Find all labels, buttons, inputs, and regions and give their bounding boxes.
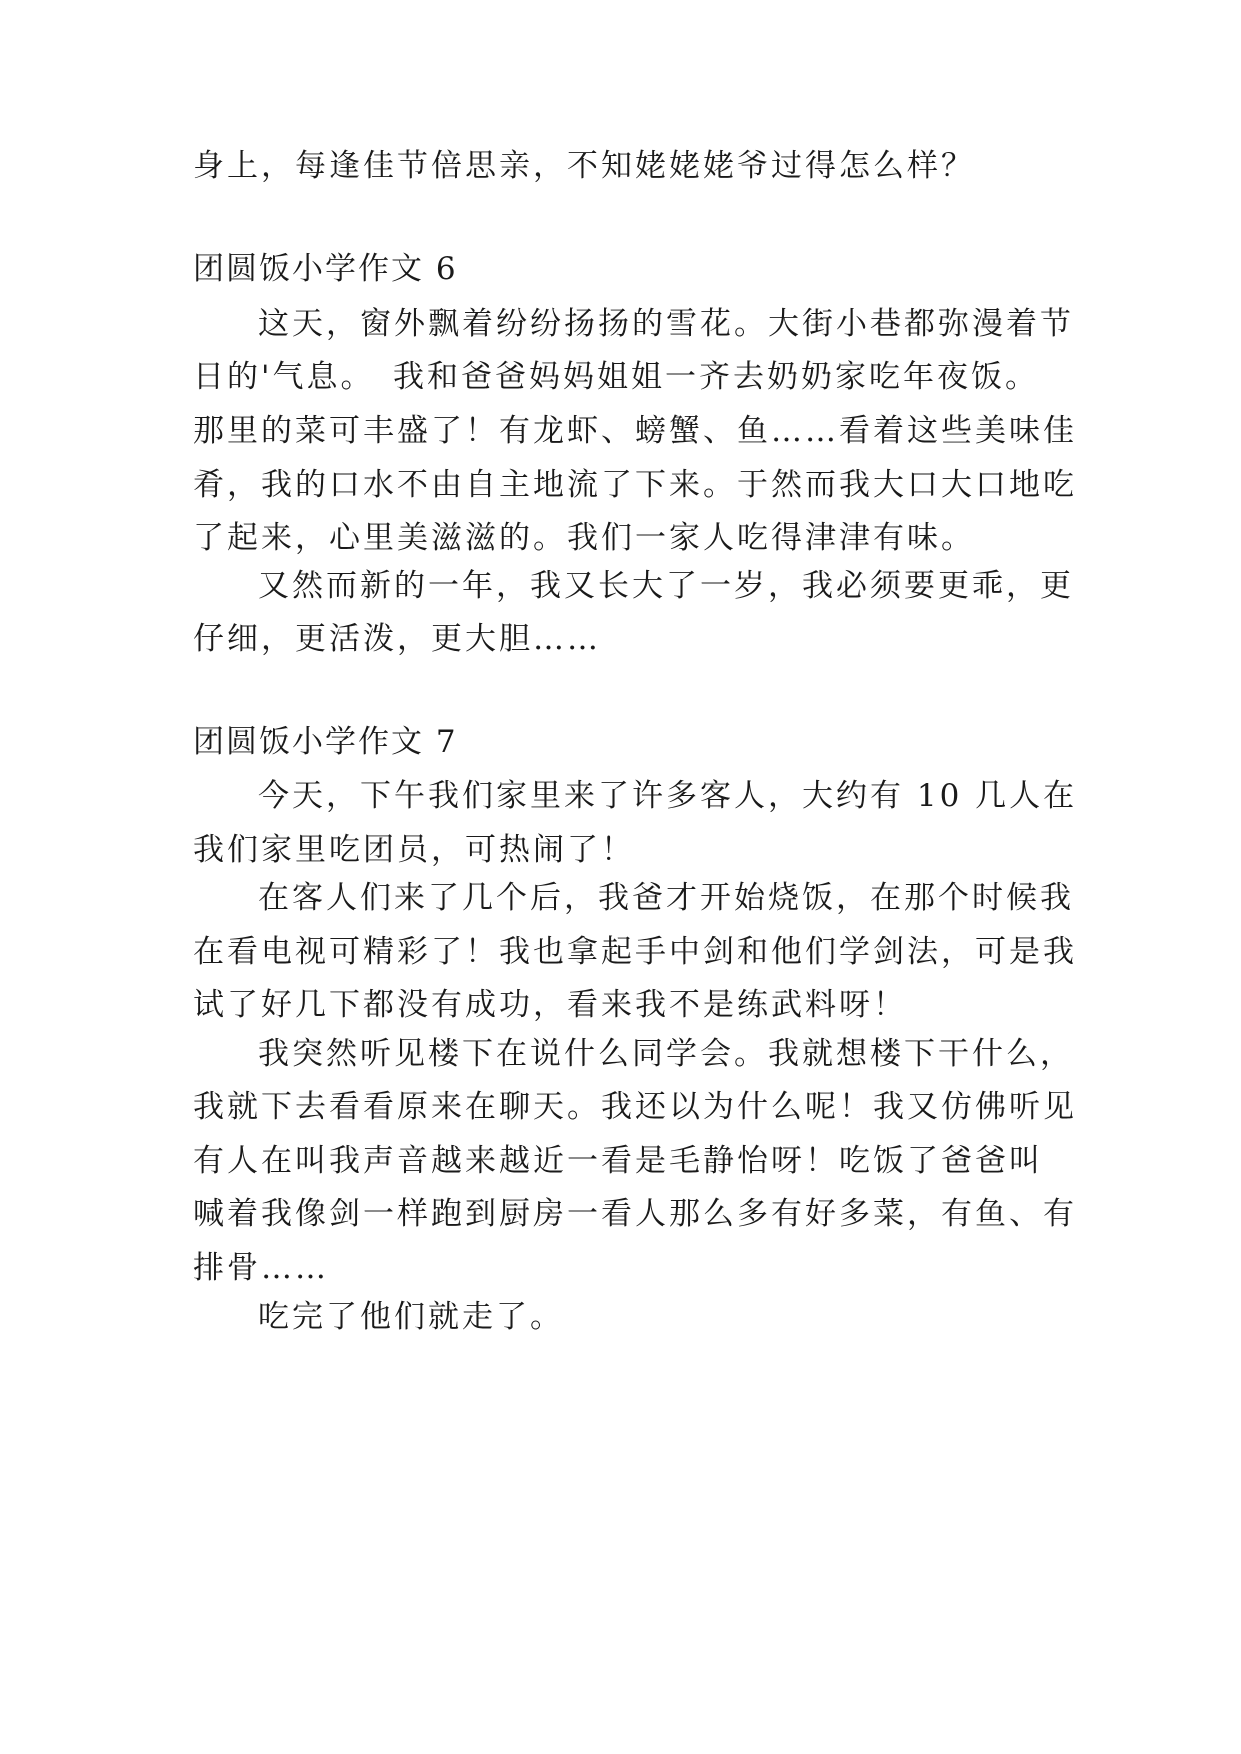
section-7-line: 我们家里吃团员，可热闹了！: [193, 832, 635, 868]
section-7-line: 今天，下午我们家里来了许多客人，大约有 10 几人在: [258, 778, 1078, 814]
section-7-line: 在看电视可精彩了！我也拿起手中剑和他们学剑法，可是我: [193, 934, 1077, 970]
section-6-line: 那里的菜可丰盛了！有龙虾、螃蟹、鱼……看着这些美味佳: [193, 413, 1077, 449]
section-6-title: 团圆饭小学作文 6: [193, 251, 458, 287]
intro-line: 身上，每逢佳节倍思亲，不知姥姥姥爷过得怎么样？: [193, 148, 975, 184]
section-7-line: 吃完了他们就走了。: [258, 1299, 564, 1335]
section-6-line: 这天，窗外飘着纷纷扬扬的雪花。大街小巷都弥漫着节: [258, 306, 1074, 342]
section-7-line: 喊着我像剑一样跑到厨房一看人那么多有好多菜，有鱼、有: [193, 1196, 1077, 1232]
section-7-line: 试了好几下都没有成功，看来我不是练武料呀！: [193, 987, 907, 1023]
section-6-line: 仔细，更活泼，更大胆……: [193, 621, 601, 657]
section-6-line: 了起来，心里美滋滋的。我们一家人吃得津津有味。: [193, 520, 975, 556]
section-7-line: 有人在叫我声音越来越近一看是毛静怡呀！吃饭了爸爸叫: [193, 1143, 1043, 1179]
section-6-line: 肴，我的口水不由自主地流了下来。于然而我大口大口地吃: [193, 467, 1077, 503]
section-7-line: 我就下去看看原来在聊天。我还以为什么呢！我又仿佛听见: [193, 1089, 1077, 1125]
section-7-line: 排骨……: [193, 1250, 329, 1286]
section-7-line: 在客人们来了几个后，我爸才开始烧饭，在那个时候我: [258, 880, 1074, 916]
section-7-title: 团圆饭小学作文 7: [193, 724, 458, 760]
section-6-line: 日的'气息。 我和爸爸妈妈姐姐一齐去奶奶家吃年夜饭。: [193, 359, 1040, 395]
section-7-line: 我突然听见楼下在说什么同学会。我就想楼下干什么，: [258, 1036, 1074, 1072]
section-6-line: 又然而新的一年，我又长大了一岁，我必须要更乖，更: [258, 568, 1074, 604]
